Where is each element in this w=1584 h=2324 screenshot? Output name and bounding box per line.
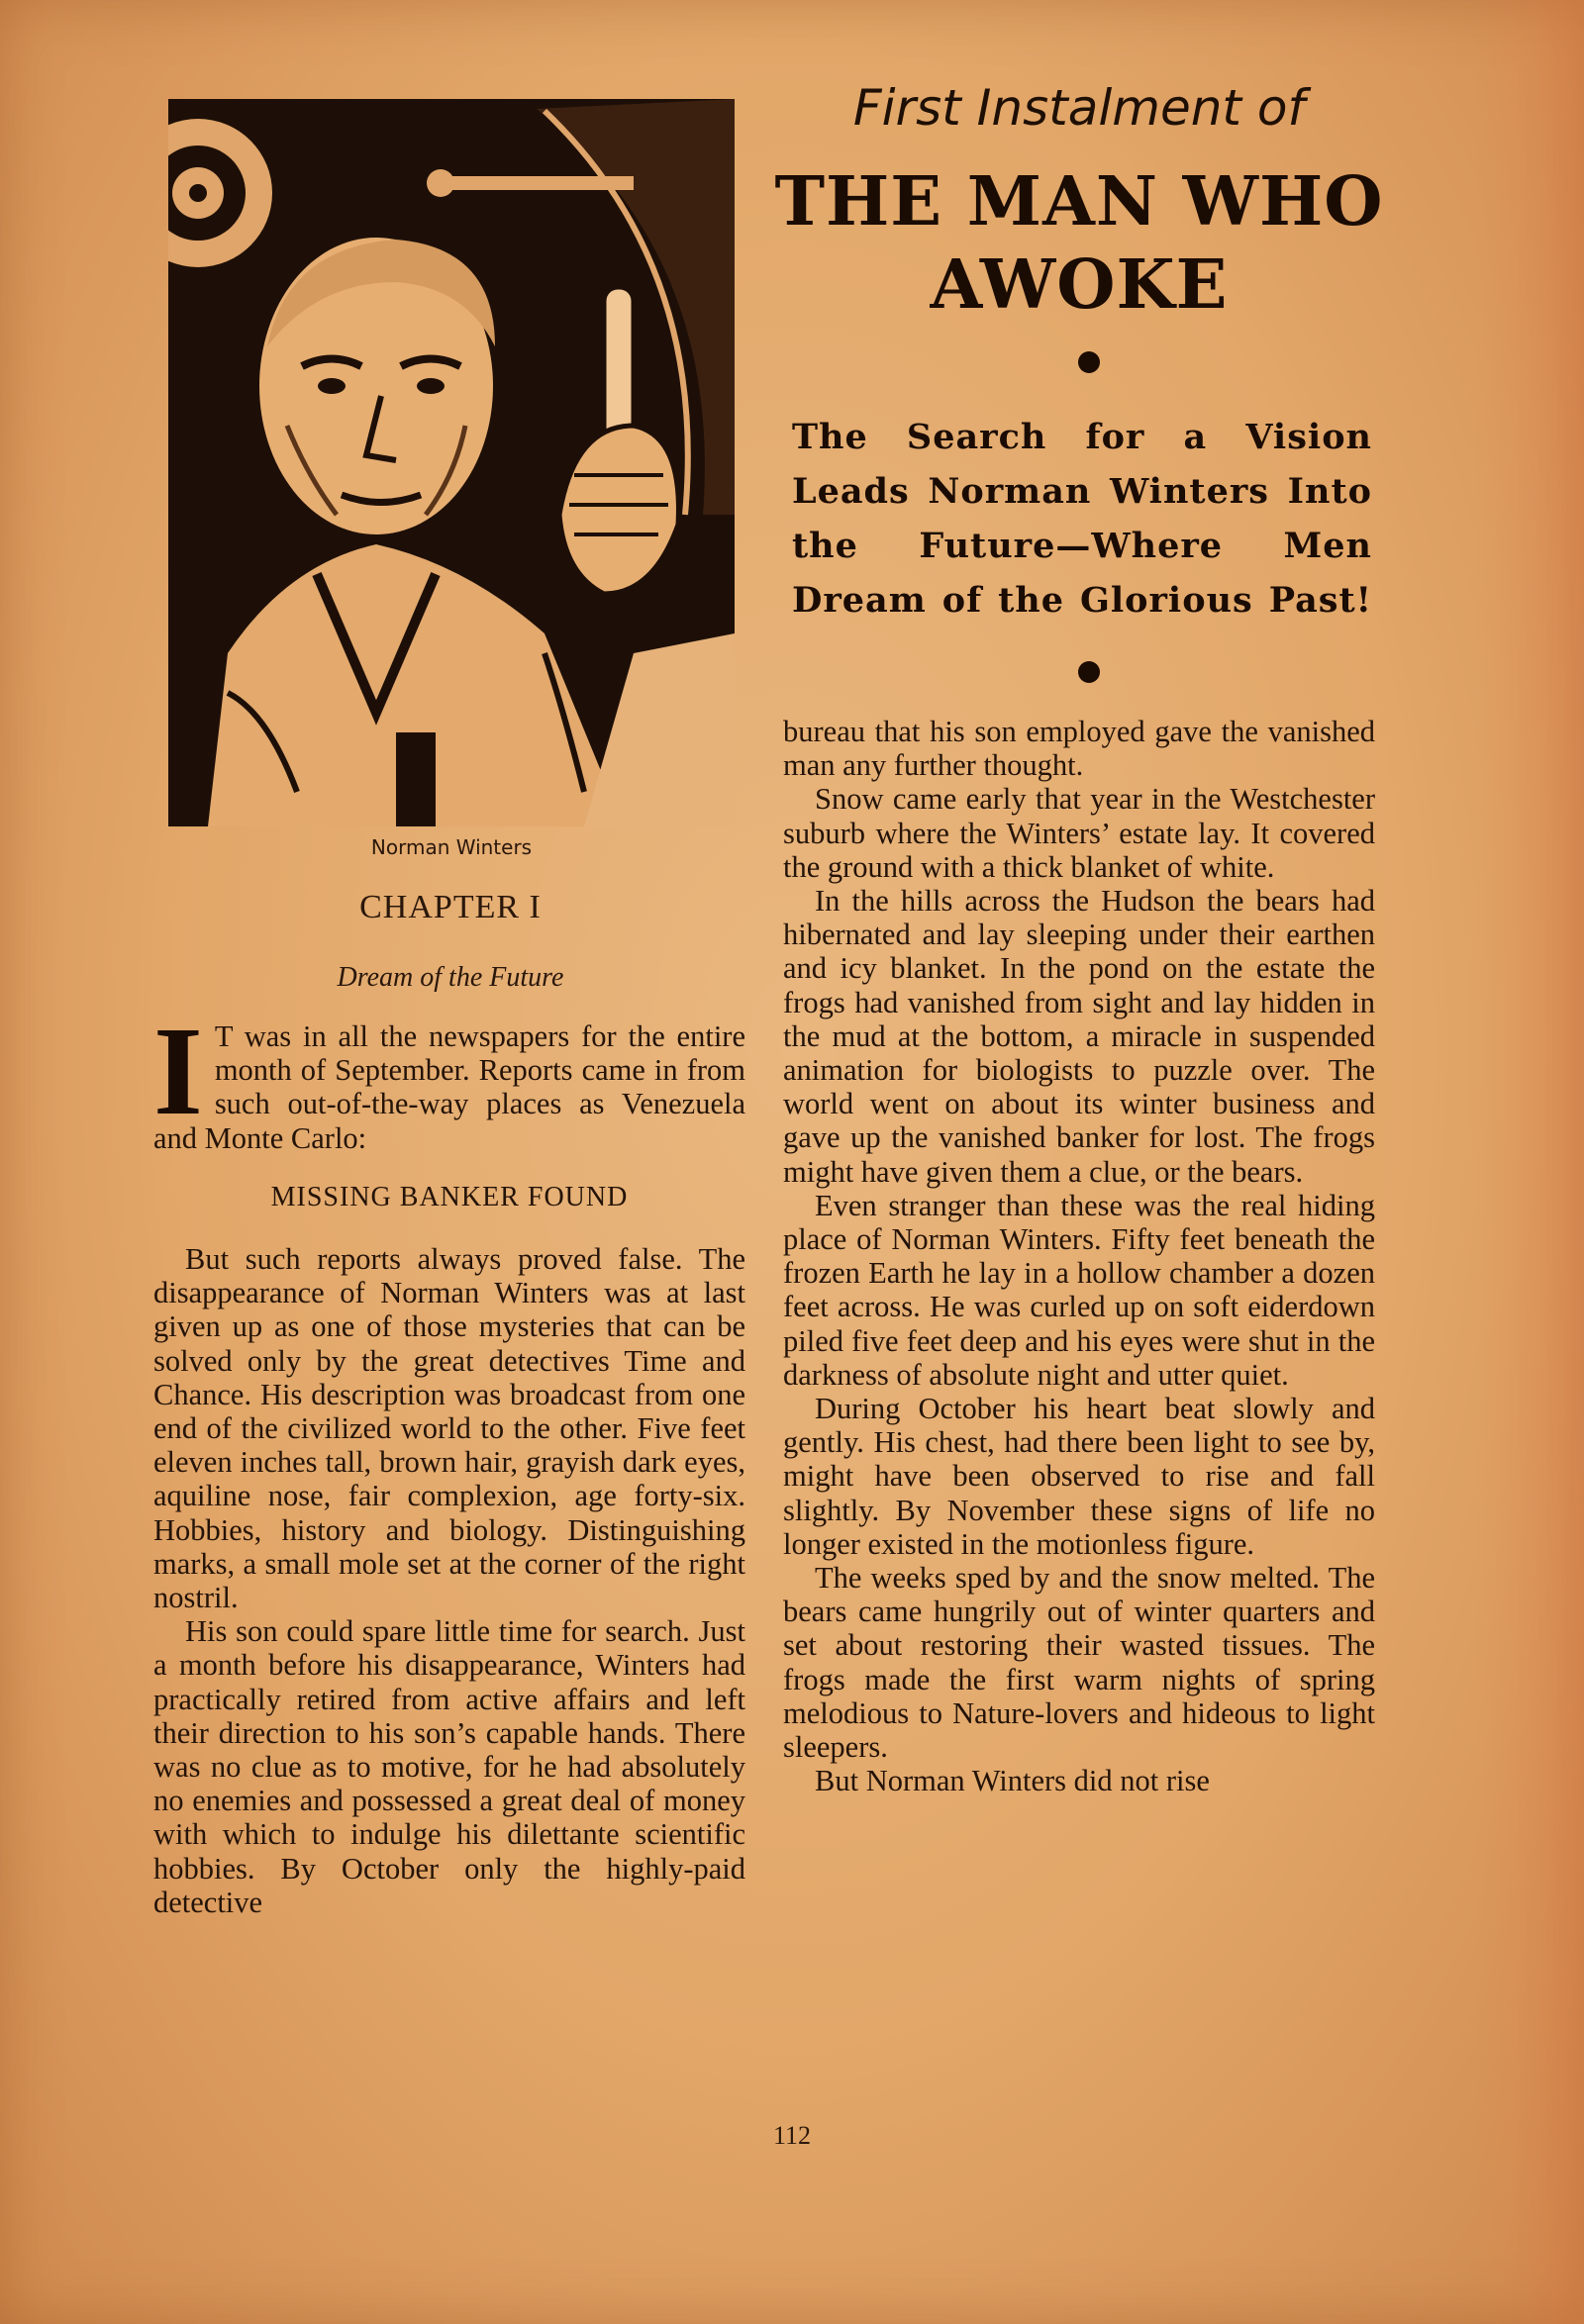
paragraph: But such reports always proved false. The disappearance of Norman Winters was at last given up as one of those mysteries that can be solved only by the great detectives Time and Chance. His description was broadcast from one end of the civilized world to the other. Five feet eleven inches tall, brown hair, grayish dark eyes, aquiline nose, fair complexion, age forty-six. Hobbies, history and biology. Distinguishing marks, a small mole set at the corner of the right nostril.: [153, 1242, 745, 1615]
bullet-ornament-top: [1078, 351, 1100, 373]
story-title-line2: AWOKE: [930, 245, 1229, 325]
paragraph: In the hills across the Hudson the bears had hibernated and lay sleeping under their earthen and icy blanket. In the pond on the estate the frogs had vanished from sight and lay hidden in the mud at the bottom, a miracle in suspended animation for biologists to puzzle over. The world went on about its winter business and gave up the vanished banker for lost. The frogs might have given them a clue, or the bears.: [783, 884, 1375, 1189]
page-number: 112: [772, 2121, 812, 2150]
paragraph: His son could spare little time for search. Just a month before his disappearance, Winters had practically retired from active affairs and left their direction to his son’s capable hands. There was no clue as to motive, for he had absolutely no enemies and possessed a great deal of money with which to indulge his dilettante scientific hobbies. By October only the highly-paid detective: [153, 1614, 745, 1919]
newspaper-headline: MISSING BANKER FOUND: [270, 1181, 629, 1212]
story-title: [772, 160, 1386, 327]
story-deck: The Search for a Vision Leads Norman Winters Into the Future—Where Men Dream of the Glorious Past!: [792, 417, 1372, 621]
chapter-number: CHAPTER I: [359, 889, 542, 925]
left-column: [153, 1001, 745, 1919]
portrait-illustration: [168, 99, 735, 826]
paragraph: Even stranger than these was the real hiding place of Norman Winters. Fifty feet beneath the frozen Earth he lay in a hollow chamber a dozen feet across. He was curled up on soft eiderdown piled five feet deep and his eyes were shut in the darkness of absolute night and utter quiet.: [783, 1188, 1375, 1392]
page-edge-shade: [1475, 0, 1584, 2324]
chapter-subtitle: Dream of the Future: [337, 962, 564, 993]
paragraph-opening: [153, 1001, 745, 1155]
right-column: [783, 715, 1375, 1798]
paragraph: The weeks sped by and the snow melted. The bears came hungrily out of winter quarters and set about restoring their wasted tissues. The frogs made the first warm nights of spring melodious to Nature-lovers and hideous to light sleepers.: [783, 1561, 1375, 1765]
bullet-ornament-bottom: [1078, 661, 1100, 683]
illustration-caption: Norman Winters: [370, 835, 533, 859]
paragraph-continued: bureau that his son employed gave the vanished man any further thought.: [783, 715, 1375, 783]
story-title-line1: THE MAN WHO: [774, 162, 1384, 242]
drop-cap: I: [153, 1001, 203, 1141]
paragraph: During October his heart beat slowly and gently. His chest, had there been light to see by, might have been observed to rise and fall slightly. By November these signs of life no longer existed in the motionless figure.: [783, 1392, 1375, 1561]
paragraph: But Norman Winters did not rise: [815, 1764, 1210, 1798]
paragraph-opening-text: T was in all the newspapers for the entire month of September. Reports came in from such out-of-the-way places as Venezuela and Monte Carlo:: [153, 1019, 745, 1155]
paragraph: Snow came early that year in the Westchester suburb where the Winters’ estate lay. It covered the ground with a thick blanket of white.: [783, 782, 1375, 884]
kicker-text: First Instalment of: [852, 79, 1306, 137]
